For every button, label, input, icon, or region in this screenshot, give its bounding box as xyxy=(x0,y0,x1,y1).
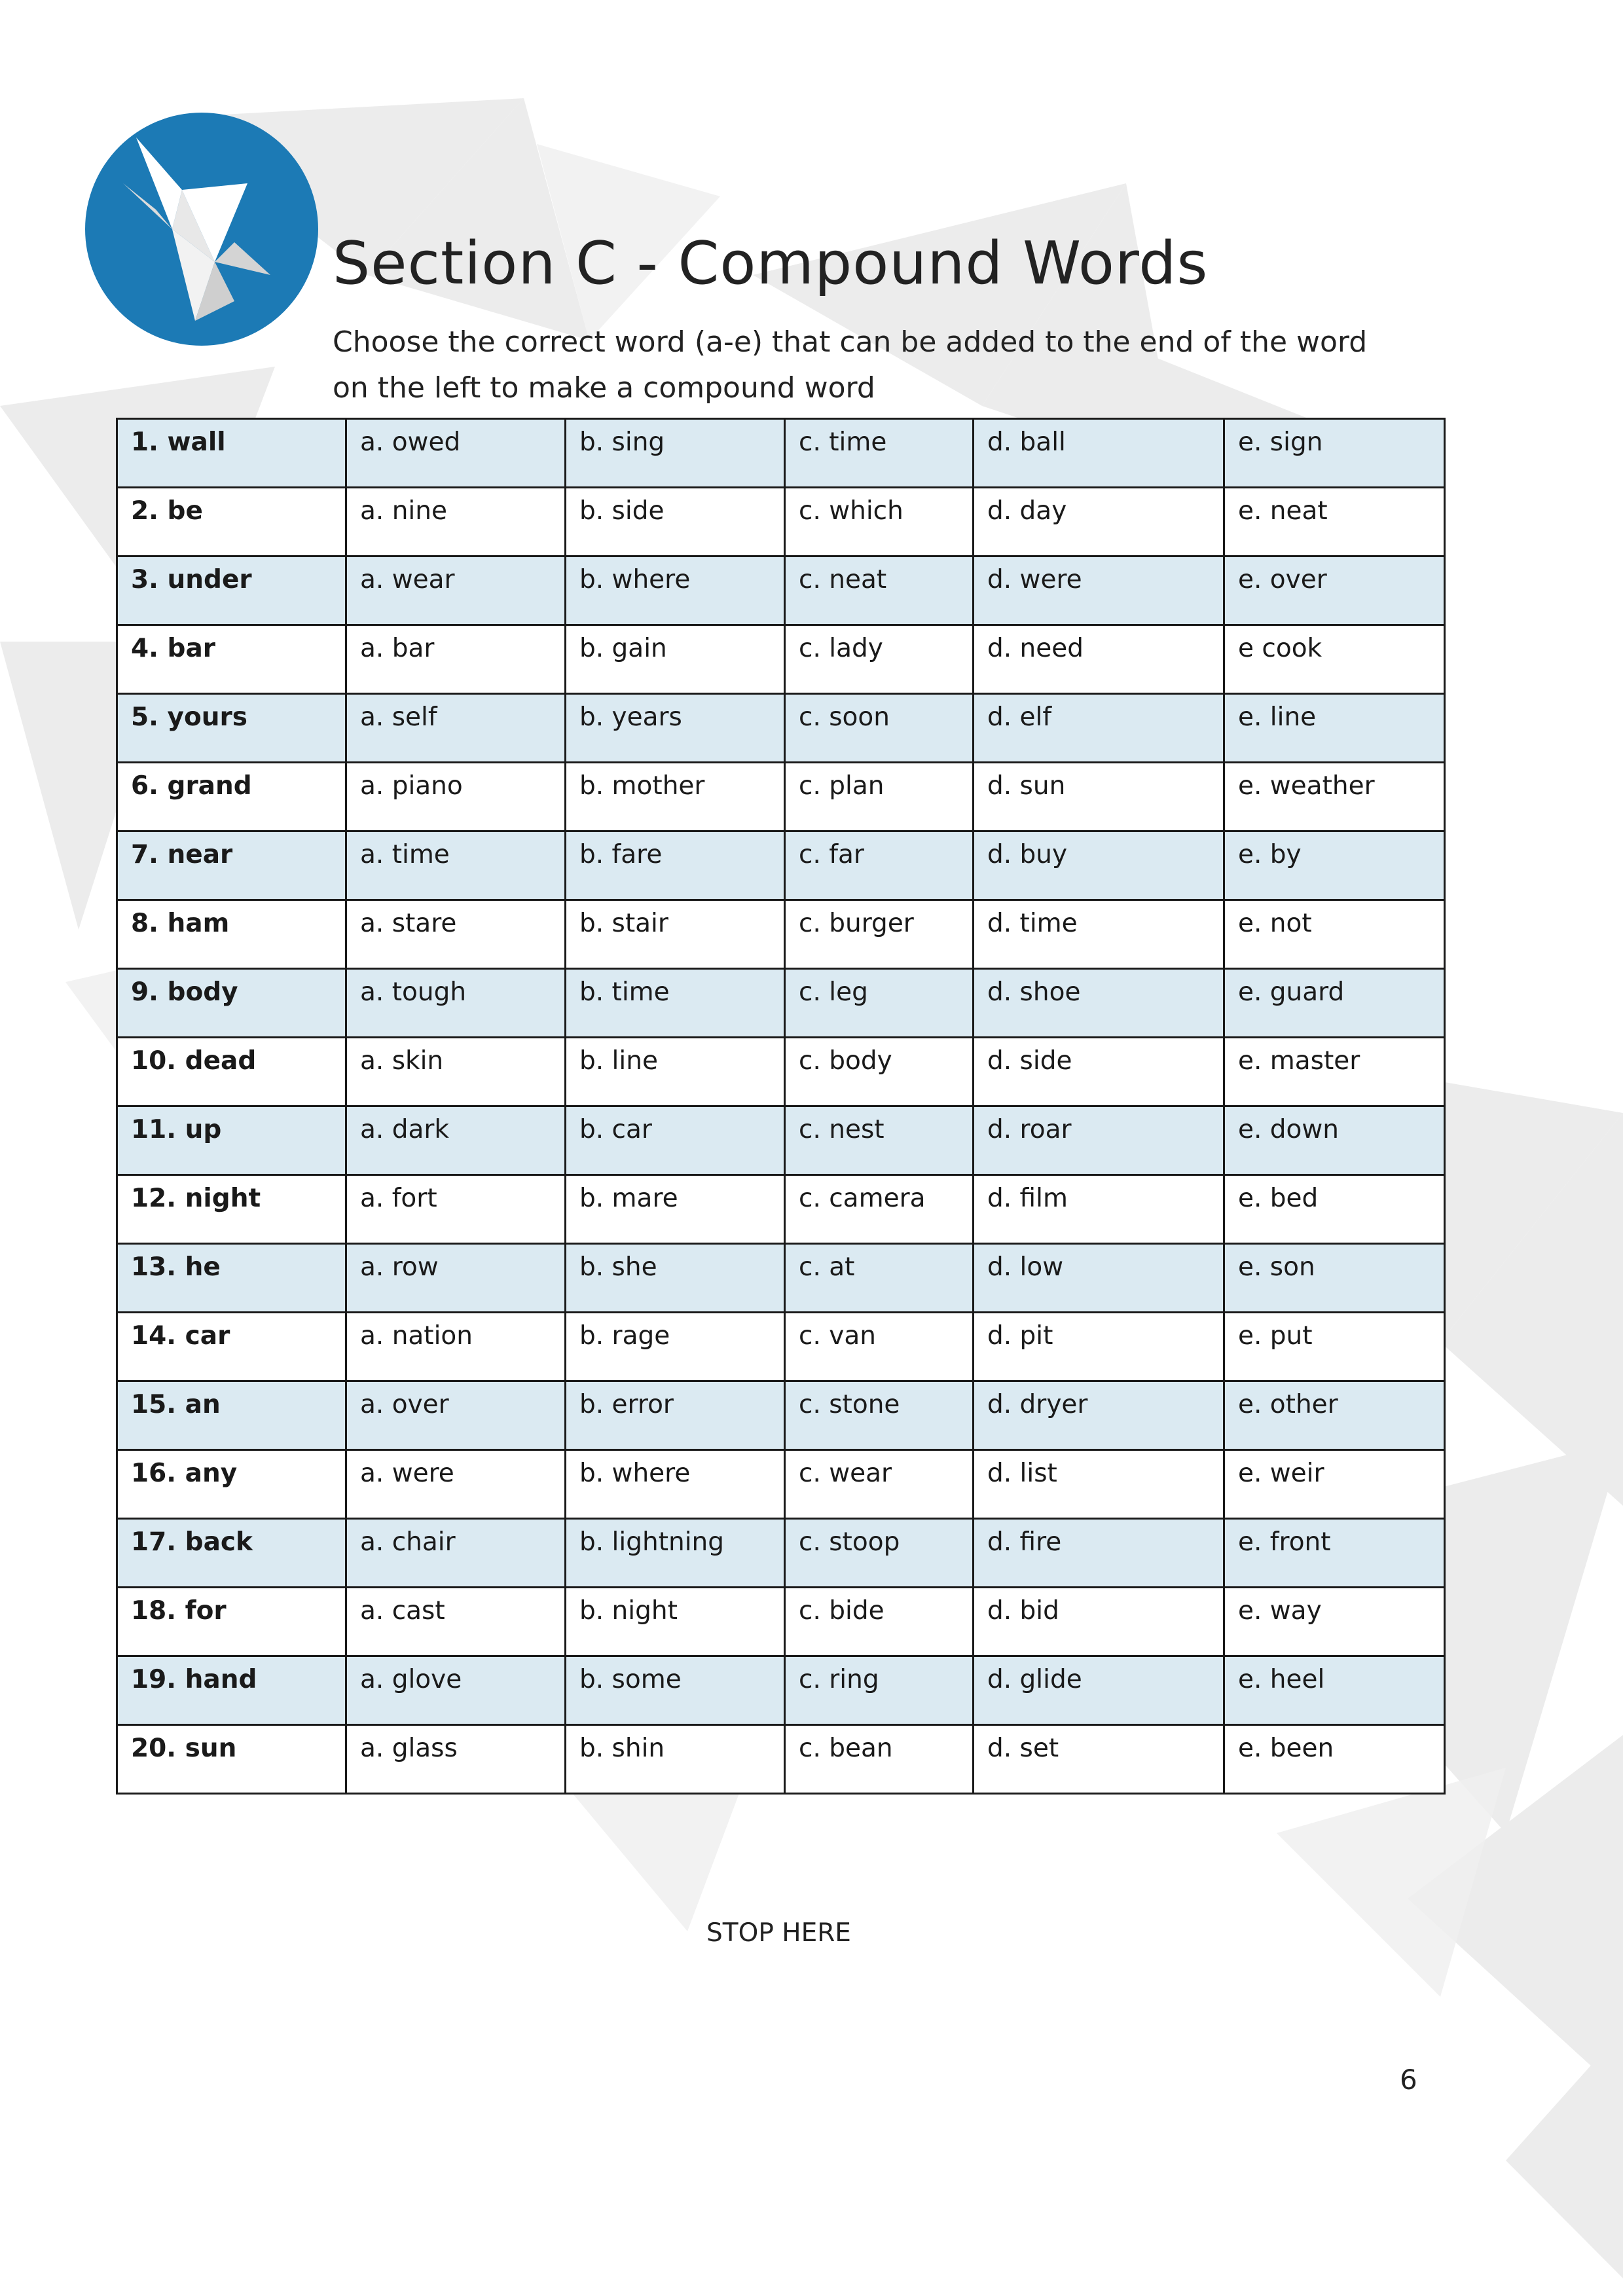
answer-option-e: e. master xyxy=(1224,1038,1445,1106)
table-row xyxy=(117,831,1445,900)
answer-option-a: a. wear xyxy=(346,556,566,625)
answer-option-c: c. body xyxy=(785,1038,974,1106)
answer-option-d: d. sun xyxy=(974,763,1224,831)
answer-option-d: d. roar xyxy=(974,1106,1224,1175)
table-row xyxy=(117,1450,1445,1519)
answer-option-b: b. rage xyxy=(566,1313,785,1381)
answer-option-b: b. where xyxy=(566,556,785,625)
answer-option-b: b. side xyxy=(566,488,785,556)
question-word: 20. sun xyxy=(117,1725,346,1794)
table-row xyxy=(117,625,1445,694)
answer-option-e: e. other xyxy=(1224,1381,1445,1450)
answer-option-d: d. day xyxy=(974,488,1224,556)
answer-option-a: a. time xyxy=(346,831,566,900)
answer-option-b: b. line xyxy=(566,1038,785,1106)
answer-option-c: c. leg xyxy=(785,969,974,1038)
answer-option-a: a. glove xyxy=(346,1656,566,1725)
answer-option-e: e. weir xyxy=(1224,1450,1445,1519)
answer-option-e: e. by xyxy=(1224,831,1445,900)
answer-option-e: e. son xyxy=(1224,1244,1445,1313)
question-word: 11. up xyxy=(117,1106,346,1175)
table-row xyxy=(117,900,1445,969)
answer-option-e: e. way xyxy=(1224,1588,1445,1656)
answer-option-b: b. gain xyxy=(566,625,785,694)
answer-option-d: d. buy xyxy=(974,831,1224,900)
answer-option-e: e. line xyxy=(1224,694,1445,763)
stop-here-text: STOP HERE xyxy=(706,1918,851,1948)
question-word: 7. near xyxy=(117,831,346,900)
question-word: 14. car xyxy=(117,1313,346,1381)
answer-option-d: d. glide xyxy=(974,1656,1224,1725)
answer-option-e: e. front xyxy=(1224,1519,1445,1588)
table-row xyxy=(117,1106,1445,1175)
table-row xyxy=(117,969,1445,1038)
answer-option-a: a. over xyxy=(346,1381,566,1450)
question-word: 12. night xyxy=(117,1175,346,1244)
answer-option-b: b. lightning xyxy=(566,1519,785,1588)
answer-option-a: a. stare xyxy=(346,900,566,969)
answer-option-e: e. heel xyxy=(1224,1656,1445,1725)
table-row xyxy=(117,694,1445,763)
answer-option-d: d. bid xyxy=(974,1588,1224,1656)
answer-option-c: c. time xyxy=(785,419,974,488)
answer-option-c: c. stoop xyxy=(785,1519,974,1588)
table-row xyxy=(117,419,1445,488)
answer-option-b: b. she xyxy=(566,1244,785,1313)
table-row xyxy=(117,1519,1445,1588)
question-word: 16. any xyxy=(117,1450,346,1519)
origami-dove-logo xyxy=(84,111,319,347)
answer-option-c: c. burger xyxy=(785,900,974,969)
answer-option-e: e. guard xyxy=(1224,969,1445,1038)
answer-option-c: c. far xyxy=(785,831,974,900)
question-word: 1. wall xyxy=(117,419,346,488)
question-word: 15. an xyxy=(117,1381,346,1450)
answer-option-b: b. mare xyxy=(566,1175,785,1244)
answer-option-a: a. owed xyxy=(346,419,566,488)
answer-option-a: a. were xyxy=(346,1450,566,1519)
page-title: Section C - Compound Words xyxy=(333,229,1209,298)
answer-option-e: e. put xyxy=(1224,1313,1445,1381)
table-row xyxy=(117,1038,1445,1106)
question-word: 5. yours xyxy=(117,694,346,763)
table-row xyxy=(117,556,1445,625)
answer-option-e: e. weather xyxy=(1224,763,1445,831)
question-word: 17. back xyxy=(117,1519,346,1588)
answer-option-d: d. film xyxy=(974,1175,1224,1244)
answer-option-e: e. been xyxy=(1224,1725,1445,1794)
table-row xyxy=(117,488,1445,556)
answer-option-b: b. fare xyxy=(566,831,785,900)
answer-option-b: b. mother xyxy=(566,763,785,831)
answer-option-a: a. piano xyxy=(346,763,566,831)
answer-option-a: a. nine xyxy=(346,488,566,556)
answer-option-d: d. time xyxy=(974,900,1224,969)
answer-option-a: a. dark xyxy=(346,1106,566,1175)
question-word: 4. bar xyxy=(117,625,346,694)
answer-option-a: a. chair xyxy=(346,1519,566,1588)
answer-option-b: b. time xyxy=(566,969,785,1038)
answer-option-d: d. low xyxy=(974,1244,1224,1313)
answer-option-c: c. nest xyxy=(785,1106,974,1175)
answer-option-c: c. bide xyxy=(785,1588,974,1656)
answer-option-e: e. down xyxy=(1224,1106,1445,1175)
answer-option-a: a. bar xyxy=(346,625,566,694)
answer-option-e: e. not xyxy=(1224,900,1445,969)
instructions-line-2: on the left to make a compound word xyxy=(333,371,875,405)
answer-option-a: a. tough xyxy=(346,969,566,1038)
answer-option-c: c. wear xyxy=(785,1450,974,1519)
answer-option-a: a. fort xyxy=(346,1175,566,1244)
answer-option-d: d. side xyxy=(974,1038,1224,1106)
answer-option-e: e cook xyxy=(1224,625,1445,694)
instructions-line-1: Choose the correct word (a-e) that can be added to the end of the word xyxy=(333,325,1368,359)
answer-option-d: d. ball xyxy=(974,419,1224,488)
answer-option-c: c. at xyxy=(785,1244,974,1313)
table-row xyxy=(117,1725,1445,1794)
answer-option-a: a. skin xyxy=(346,1038,566,1106)
answer-option-a: a. cast xyxy=(346,1588,566,1656)
answer-option-d: d. fire xyxy=(974,1519,1224,1588)
answer-option-d: d. elf xyxy=(974,694,1224,763)
answer-option-b: b. stair xyxy=(566,900,785,969)
answer-option-c: c. van xyxy=(785,1313,974,1381)
question-word: 19. hand xyxy=(117,1656,346,1725)
answer-option-d: d. were xyxy=(974,556,1224,625)
instructions xyxy=(333,319,1368,411)
answer-option-d: d. list xyxy=(974,1450,1224,1519)
answer-option-e: e. neat xyxy=(1224,488,1445,556)
table-row xyxy=(117,1656,1445,1725)
answer-option-d: d. dryer xyxy=(974,1381,1224,1450)
answer-option-b: b. years xyxy=(566,694,785,763)
answer-option-e: e. bed xyxy=(1224,1175,1445,1244)
answer-option-b: b. car xyxy=(566,1106,785,1175)
table-row xyxy=(117,1381,1445,1450)
answer-option-c: c. ring xyxy=(785,1656,974,1725)
answer-option-b: b. error xyxy=(566,1381,785,1450)
table-row xyxy=(117,1588,1445,1656)
answer-option-c: c. bean xyxy=(785,1725,974,1794)
question-word: 9. body xyxy=(117,969,346,1038)
answer-option-d: d. need xyxy=(974,625,1224,694)
page-number: 6 xyxy=(1400,2064,1417,2096)
question-word: 18. for xyxy=(117,1588,346,1656)
table-row xyxy=(117,1244,1445,1313)
answer-option-b: b. where xyxy=(566,1450,785,1519)
question-word: 13. he xyxy=(117,1244,346,1313)
compound-words-table xyxy=(116,418,1446,1795)
table-row xyxy=(117,763,1445,831)
question-word: 10. dead xyxy=(117,1038,346,1106)
table-row xyxy=(117,1313,1445,1381)
answer-option-e: e. over xyxy=(1224,556,1445,625)
answer-option-c: c. camera xyxy=(785,1175,974,1244)
answer-option-a: a. nation xyxy=(346,1313,566,1381)
question-word: 3. under xyxy=(117,556,346,625)
answer-option-a: a. glass xyxy=(346,1725,566,1794)
question-word: 8. ham xyxy=(117,900,346,969)
answer-option-a: a. row xyxy=(346,1244,566,1313)
answer-option-b: b. night xyxy=(566,1588,785,1656)
question-word: 6. grand xyxy=(117,763,346,831)
answer-option-c: c. neat xyxy=(785,556,974,625)
answer-option-d: d. pit xyxy=(974,1313,1224,1381)
table-row xyxy=(117,1175,1445,1244)
answer-option-c: c. plan xyxy=(785,763,974,831)
answer-option-b: b. shin xyxy=(566,1725,785,1794)
answer-option-b: b. some xyxy=(566,1656,785,1725)
answer-option-a: a. self xyxy=(346,694,566,763)
answer-option-d: d. shoe xyxy=(974,969,1224,1038)
answer-option-c: c. soon xyxy=(785,694,974,763)
question-word: 2. be xyxy=(117,488,346,556)
answer-option-d: d. set xyxy=(974,1725,1224,1794)
answer-option-c: c. which xyxy=(785,488,974,556)
answer-option-b: b. sing xyxy=(566,419,785,488)
answer-option-c: c. stone xyxy=(785,1381,974,1450)
answer-option-c: c. lady xyxy=(785,625,974,694)
answer-option-e: e. sign xyxy=(1224,419,1445,488)
